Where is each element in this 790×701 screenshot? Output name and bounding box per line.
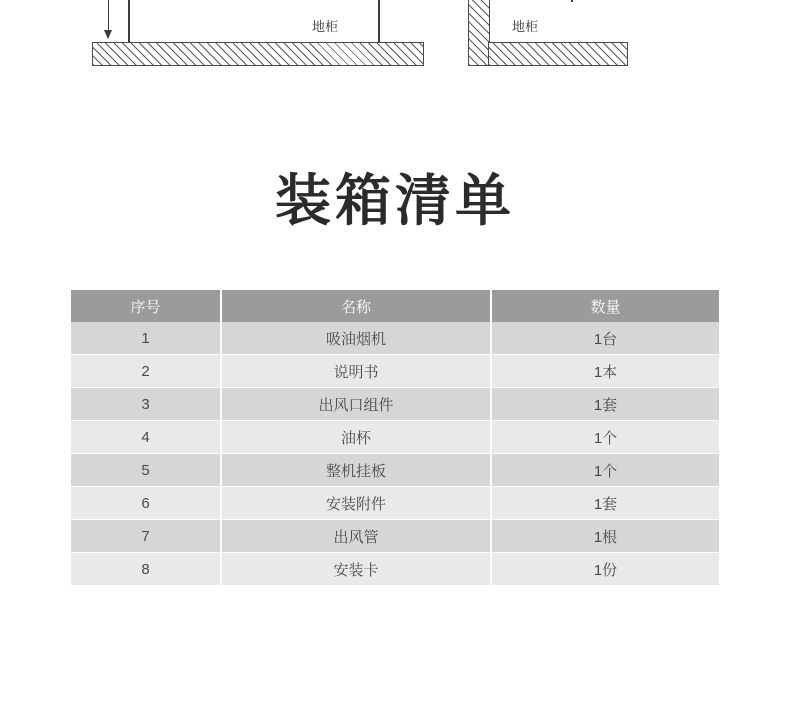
table-row	[71, 421, 719, 454]
cell-name: 出风管	[221, 520, 491, 553]
cell-name: 安装卡	[221, 553, 491, 586]
floor-hatch-right	[488, 42, 628, 66]
column-header-index: 序号	[71, 290, 221, 322]
cell-qty: 1个	[491, 454, 719, 487]
cell-qty: 1根	[491, 520, 719, 553]
cell-index: 4	[71, 421, 221, 454]
cell-index: 6	[71, 487, 221, 520]
cell-qty: 1份	[491, 553, 719, 586]
cell-qty: 1本	[491, 355, 719, 388]
left-diagram	[88, 0, 428, 90]
column-header-qty: 数量	[491, 290, 719, 322]
cell-qty: 1套	[491, 388, 719, 421]
cell-name: 安装附件	[221, 487, 491, 520]
cabinet-right-edge-2	[571, 0, 573, 2]
cell-index: 8	[71, 553, 221, 586]
cell-index: 7	[71, 520, 221, 553]
table-header-row	[71, 290, 719, 322]
right-diagram	[468, 0, 638, 90]
table-row	[71, 454, 719, 487]
table-row	[71, 388, 719, 421]
cell-index: 3	[71, 388, 221, 421]
floor-hatch-left	[92, 42, 424, 66]
technical-drawing	[0, 0, 790, 130]
cabinet-left-edge	[128, 0, 130, 42]
cell-index: 1	[71, 322, 221, 355]
cell-name: 吸油烟机	[221, 322, 491, 355]
packing-list-table	[71, 290, 719, 586]
right-cabinet-label: 地柜	[512, 19, 539, 34]
cell-index: 2	[71, 355, 221, 388]
cell-index: 5	[71, 454, 221, 487]
cell-name: 整机挂板	[221, 454, 491, 487]
cabinet-right-edge	[378, 0, 380, 42]
table-row	[71, 487, 719, 520]
cell-name: 出风口组件	[221, 388, 491, 421]
column-header-name: 名称	[221, 290, 491, 322]
cell-qty: 1套	[491, 487, 719, 520]
dimension-arrow-icon	[104, 30, 112, 39]
table-row	[71, 520, 719, 553]
table-row	[71, 355, 719, 388]
page-title: 装箱清单	[275, 169, 515, 232]
cell-name: 油杯	[221, 421, 491, 454]
table-row	[71, 553, 719, 586]
cell-qty: 1个	[491, 421, 719, 454]
table-row	[71, 322, 719, 355]
cell-name: 说明书	[221, 355, 491, 388]
cell-qty: 1台	[491, 322, 719, 355]
wall-hatch-right	[468, 0, 490, 66]
left-cabinet-label: 地柜	[312, 19, 339, 34]
